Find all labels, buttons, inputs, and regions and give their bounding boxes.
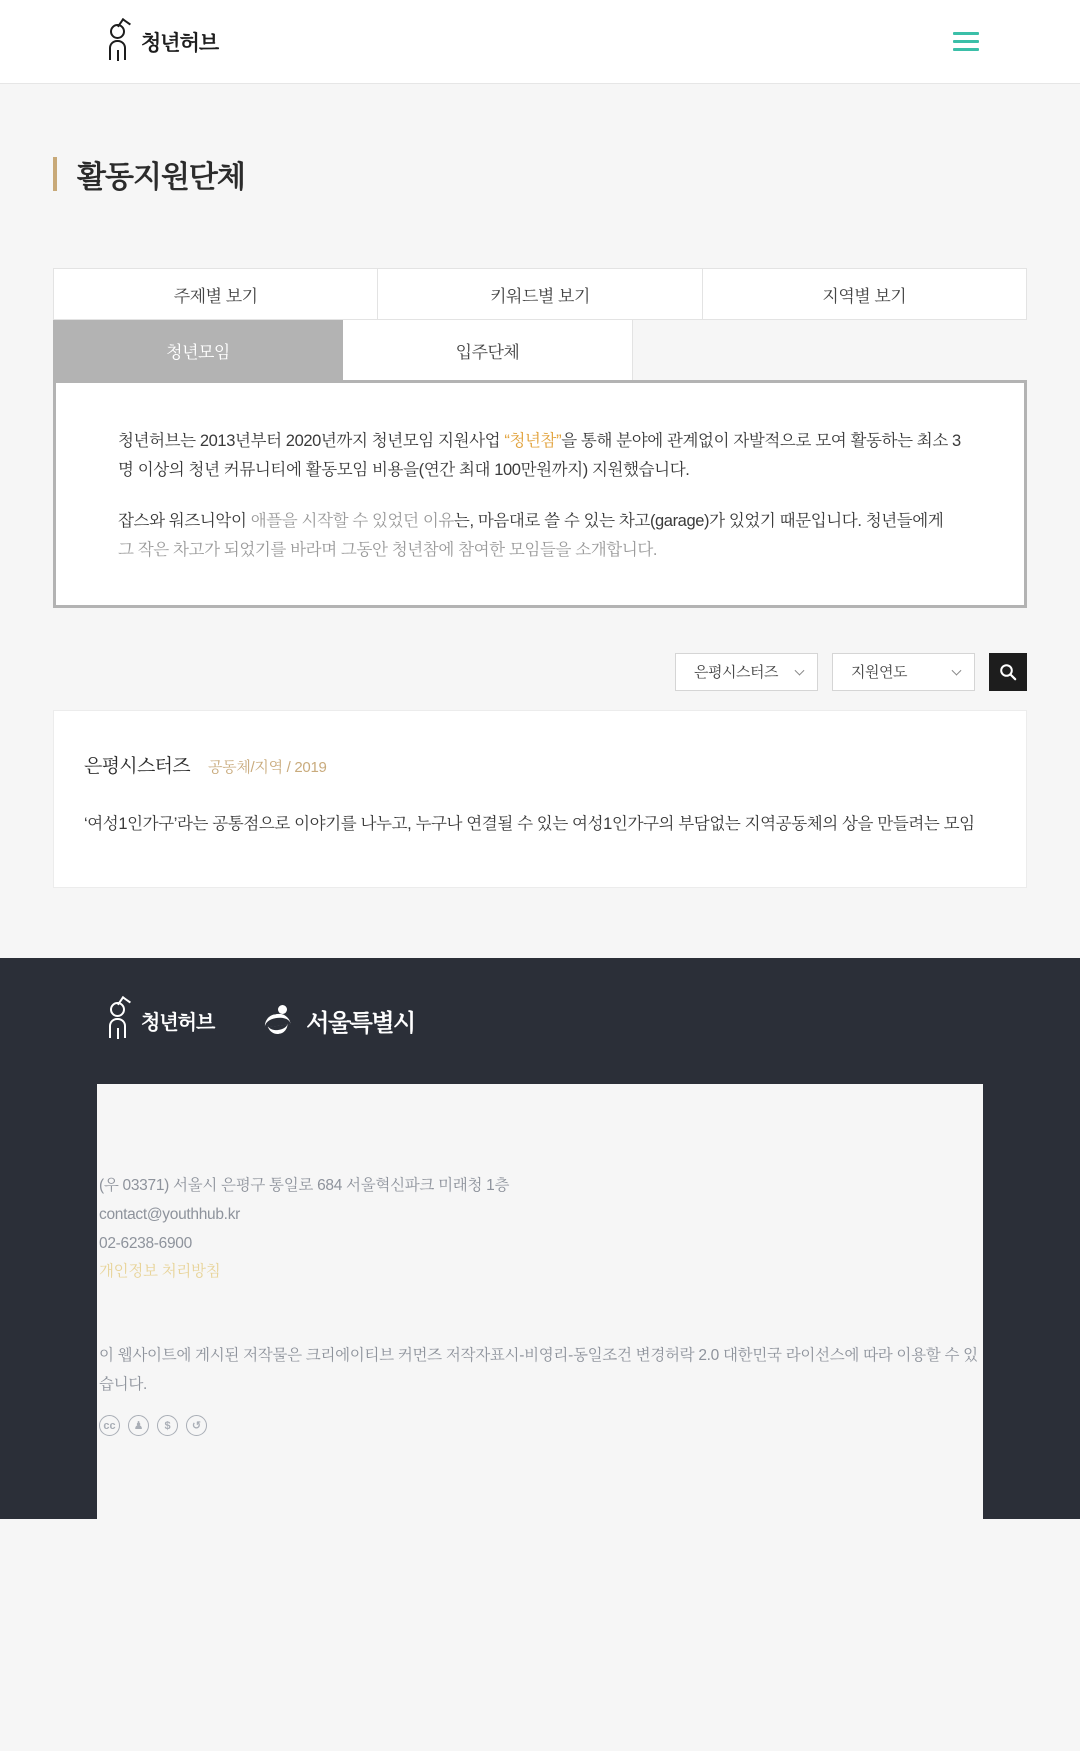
brand-name: 청년허브 xyxy=(141,31,219,55)
desc-p1-part2: 을 통해 분야에 관계없이 자발적으로 모여 활동하는 최소 3명 이상의 청년 커뮤니티에 활동모임 비용을(연간 최대 100만원까지) 지원했습니다. xyxy=(118,432,961,479)
description-paragraph-2 xyxy=(118,507,962,565)
description-paragraph-1 xyxy=(118,427,962,485)
chevron-down-icon xyxy=(952,665,962,675)
footer-logos xyxy=(97,1000,983,1040)
footer-info-panel xyxy=(97,1084,983,1519)
year-select-value: 지원연도 xyxy=(851,664,907,681)
cc-by-icon: ♟ xyxy=(128,1415,149,1436)
search-icon xyxy=(999,663,1017,681)
cc-sa-icon: ↺ xyxy=(186,1415,207,1436)
footer-privacy-link[interactable]: 개인정보 처리방침 xyxy=(99,1263,221,1281)
site-logo[interactable] xyxy=(105,22,218,62)
desc-p2-highlight-1: 애플을 시작할 수 있었던 이유 xyxy=(250,511,454,530)
result-name: 은평시스터즈 xyxy=(84,755,190,777)
description-panel xyxy=(53,380,1027,608)
main-content xyxy=(0,268,1080,958)
list-item[interactable] xyxy=(53,710,1027,889)
seoul-logo-icon xyxy=(262,1003,296,1037)
org-select[interactable] xyxy=(675,653,818,691)
search-button[interactable] xyxy=(989,653,1027,691)
site-footer xyxy=(0,958,1080,1519)
footer-brand-name: 청년허브 xyxy=(141,1011,215,1034)
title-accent-bar xyxy=(53,157,57,191)
page-title-section xyxy=(0,84,1080,196)
site-header xyxy=(0,0,1080,84)
footer-youthhub-logo[interactable] xyxy=(105,1000,214,1040)
desc-p2-highlight-2: 그 작은 차고가 되었기를 바라며 그동안 청년참에 참여한 모임들을 소개합니다. xyxy=(118,540,658,559)
subtab-bar xyxy=(53,320,1027,380)
filter-bar xyxy=(53,653,1027,691)
cc-nc-icon: $ xyxy=(157,1415,178,1436)
desc-p2-part2: 는, 마음대로 쓸 수 있는 차고(garage)가 있었기 때문입니다. 청년들에게 xyxy=(453,511,944,530)
tab-by-topic[interactable]: 주제별 보기 xyxy=(53,268,378,320)
cc-icon: cc xyxy=(99,1415,120,1436)
footer-info-inner xyxy=(97,1172,983,1436)
footer-phone: 02-6238-6900 xyxy=(99,1234,192,1252)
subtab-resident-org[interactable]: 입주단체 xyxy=(343,320,633,380)
subtab-youth-group[interactable]: 청년모임 xyxy=(53,320,343,380)
content-spacer xyxy=(53,888,1027,958)
seoul-city-logo[interactable] xyxy=(262,1003,414,1038)
youthhub-logo-icon xyxy=(105,22,133,62)
desc-p1-highlight: “청년참” xyxy=(504,432,562,450)
subtab-filler xyxy=(633,320,1027,380)
tab-by-region[interactable]: 지역별 보기 xyxy=(703,268,1027,320)
chevron-down-icon xyxy=(795,665,805,675)
year-select[interactable] xyxy=(832,653,975,691)
footer-email[interactable]: contact@youthhub.kr xyxy=(99,1205,241,1223)
page-title xyxy=(0,152,1080,196)
page-title-text: 활동지원단체 xyxy=(77,161,245,194)
youthhub-logo-icon xyxy=(105,1000,133,1040)
creative-commons-icons xyxy=(99,1415,983,1436)
result-description: ‘여성1인가구’라는 공통점으로 이야기를 나누고, 누구나 연결될 수 있는 여성1인가구의 부담없는 지역공동체의 상을 만들려는 모임 xyxy=(84,814,975,833)
footer-address: (우 03371) 서울시 은평구 통일로 684 서울혁신파크 미래청 1층 xyxy=(99,1177,510,1195)
hamburger-menu-icon[interactable] xyxy=(947,26,985,57)
desc-p2-part1: 잡스와 워즈니악이 xyxy=(118,511,251,530)
tab-by-keyword[interactable]: 키워드별 보기 xyxy=(378,268,702,320)
footer-inner xyxy=(0,1000,1080,1519)
tab-bar xyxy=(53,268,1027,320)
footer-license-text: 이 웹사이트에 게시된 저작물은 크리에이티브 커먼즈 저작자표시-비영리-동일조건 변경허락 2.0 대한민국 라이선스에 따라 이용할 수 있습니다. xyxy=(99,1346,978,1393)
result-meta: 공동체/지역 / 2019 xyxy=(207,758,327,776)
seoul-logo-text: 서울특별시 xyxy=(306,1009,415,1037)
result-header xyxy=(84,751,996,778)
desc-p1-part1: 청년허브는 2013년부터 2020년까지 청년모임 지원사업 xyxy=(118,432,505,450)
org-select-value: 은평시스터즈 xyxy=(694,664,778,681)
